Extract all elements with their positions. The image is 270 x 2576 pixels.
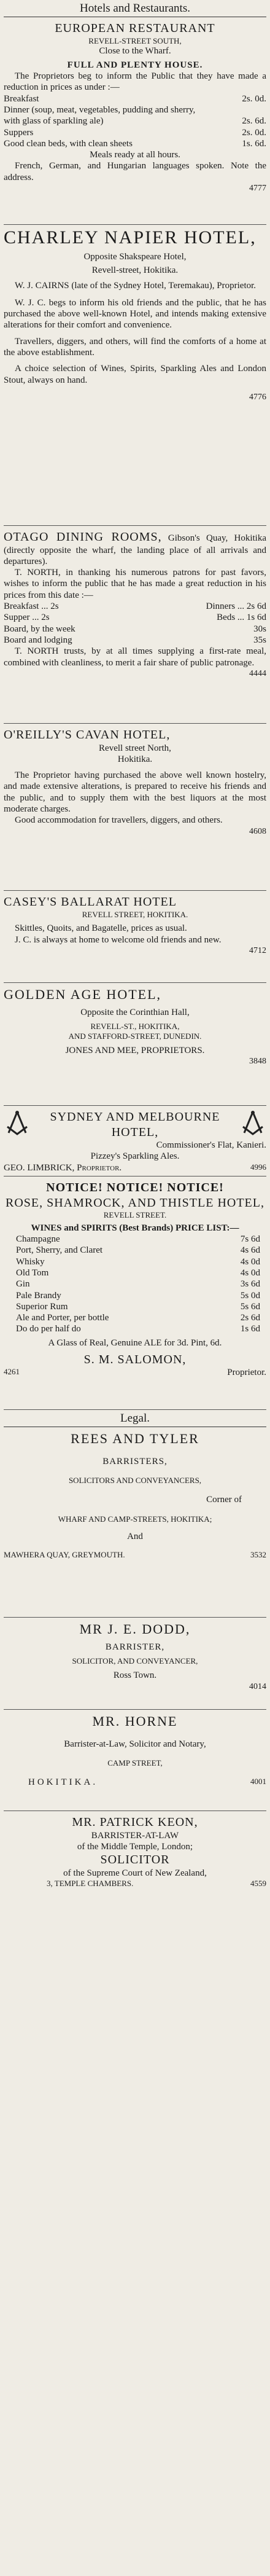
- ad-body: A choice selection of Wines, Spirits, Sparkling Ales and London Stout, always on hand.: [4, 364, 266, 385]
- ad-location: Close to the Wharf.: [99, 46, 171, 57]
- price-value: 2s. 0d.: [242, 127, 266, 138]
- ad-footer: [4, 1367, 266, 1378]
- ad-title: REES AND TYLER: [71, 1431, 199, 1447]
- ad-rose-shamrock-thistle-hotel: [4, 1176, 266, 1410]
- price-label: Breakfast: [4, 93, 39, 104]
- ad-line: Pizzey's Sparkling Ales.: [90, 1151, 180, 1162]
- price-label: Port, Sherry, and Claret: [16, 1245, 103, 1256]
- ad-charley-napier-hotel: [4, 225, 266, 526]
- price-mid: 2s: [50, 601, 59, 612]
- price-value: Beds ... 1s 6d: [217, 613, 266, 623]
- price-list: [4, 93, 266, 149]
- ad-line: CAMP STREET,: [107, 1758, 163, 1768]
- ad-line: SOLICITOR: [100, 1853, 170, 1867]
- price-value: Dinners ... 2s 6d: [206, 601, 266, 612]
- ad-line: 3, TEMPLE CHAMBERS.: [47, 1879, 134, 1889]
- price-amount: 2s 6d: [246, 601, 266, 612]
- price-row: [4, 104, 266, 127]
- ad-languages: French, German, and Hungarian languages spoken. Note the address.: [4, 161, 266, 182]
- price-label: Do do per half do: [16, 1324, 81, 1334]
- price-label-text: Supper: [4, 613, 30, 623]
- ad-title: GOLDEN AGE HOTEL,: [4, 987, 162, 1003]
- ad-title-text: CHARLEY NAPIER HOTEL,: [4, 227, 256, 248]
- price-mid: 2s: [41, 613, 50, 623]
- price-label: Board, by the week: [4, 624, 75, 634]
- price-value: 1s 6d: [240, 1324, 260, 1334]
- ad-number: 4559: [250, 1879, 266, 1889]
- ad-hours: Meals ready at all hours.: [90, 150, 180, 160]
- ad-title: MR. PATRICK KEON,: [72, 1815, 198, 1830]
- ad-line: Corner of: [206, 1495, 242, 1505]
- price-label-text: Breakfast: [4, 601, 39, 612]
- ad-title: OTAGO DINING ROOMS,: [4, 530, 162, 544]
- ad-golden-age-hotel: [4, 983, 266, 1106]
- ad-rees-and-tyler: [4, 1427, 266, 1618]
- price-label: Pale Brandy: [16, 1290, 61, 1301]
- notice-heading: NOTICE! NOTICE! NOTICE!: [46, 1181, 224, 1195]
- ad-address: REVELL-STREET SOUTH,: [88, 36, 182, 45]
- ad-number: 4001: [250, 1777, 266, 1787]
- ad-line: Commissioner's Flat, Kanieri.: [156, 1140, 266, 1150]
- compass-square-icon: [4, 1110, 31, 1137]
- ad-line: Hokitika.: [117, 754, 153, 764]
- ad-title: [4, 229, 266, 248]
- section-heading-legal: Legal.: [4, 1410, 266, 1427]
- ad-title: MR J. E. DODD,: [79, 1621, 191, 1637]
- ad-proprietor: Proprietor.: [227, 1368, 266, 1378]
- ad-caseys-ballarat-hotel: [4, 891, 266, 983]
- ad-title: CASEY'S BALLARAT HOTEL: [4, 895, 177, 909]
- ad-european-restaurant: [4, 17, 266, 225]
- price-label: Dinner (soup, meat, vegetables, pudding and sherry, with glass of sparkling ale): [4, 104, 196, 127]
- ad-body: T. NORTH trusts, by at all times supplying a first-rate meal, combined with cleanliness, to merit a fair share of public patronage.: [4, 646, 266, 668]
- price-value: 4s 0d: [240, 1256, 260, 1267]
- ad-number: 4776: [249, 392, 266, 402]
- price-label: Superior Rum: [16, 1301, 68, 1312]
- price-value: 5s 6d: [240, 1301, 260, 1312]
- ad-headline: FULL AND PLENTY HOUSE.: [67, 60, 203, 70]
- wines-title: WINES and SPIRITS (Best Brands) PRICE LIST:—: [31, 1223, 239, 1233]
- ad-number: 4014: [249, 1681, 266, 1691]
- price-label: Board and lodging: [4, 635, 72, 645]
- ad-proprietor: GEO. LIMBRICK, Proprietor.: [4, 1162, 122, 1173]
- ad-line: AND STAFFORD-STREET, DUNEDIN.: [68, 1032, 202, 1041]
- ad-number: 4261: [4, 1367, 20, 1377]
- ad-line: MAWHERA QUAY, GREYMOUTH.: [4, 1549, 125, 1559]
- price-row: [4, 1245, 266, 1256]
- price-row: [4, 1278, 266, 1290]
- ad-number: 4996: [250, 1162, 266, 1172]
- price-label-2: Beds: [217, 613, 236, 623]
- ad-title: MR. HORNE: [92, 1713, 178, 1729]
- price-value: 2s. 6d.: [242, 116, 266, 127]
- ad-number: 4608: [249, 826, 266, 836]
- ad-title: ROSE, SHAMROCK, AND THISTLE HOTEL,: [6, 1196, 264, 1210]
- ad-body: Travellers, diggers, and others, will find the comforts of a home at the above establishment.: [4, 336, 266, 358]
- ad-body: Skittles, Quoits, and Bagatelle, prices as usual.: [15, 923, 187, 934]
- price-label: Gin: [16, 1279, 30, 1290]
- price-label: Champagne: [16, 1234, 60, 1245]
- price-label: Good clean beds, with clean sheets: [4, 138, 133, 149]
- ad-otago-dining-rooms: [4, 526, 266, 724]
- ad-line: Opposite the Corinthian Hall,: [80, 1008, 190, 1017]
- ad-number: 4777: [249, 183, 266, 193]
- price-label: Old Tom: [16, 1268, 49, 1278]
- ad-line: HOKITIKA.: [28, 1777, 98, 1788]
- price-row: [4, 635, 266, 646]
- ad-line: BARRISTERS,: [102, 1457, 168, 1467]
- price-row: [4, 127, 266, 138]
- ad-line: BARRISTER-AT-LAW: [91, 1830, 179, 1841]
- price-row: [4, 138, 266, 149]
- price-row: [4, 1323, 266, 1334]
- price-value: 5s 0d: [240, 1290, 260, 1301]
- ad-body: The Proprietor having purchased the above well known hostelry, and made extensive alterations, is prepared to receive his friends and the public, and to supply them with the best liquors at the most moderate charges.: [4, 770, 266, 815]
- ad-title: O'REILLY'S CAVAN HOTEL,: [4, 728, 171, 742]
- ad-footer: [4, 1550, 266, 1560]
- price-value: 4s 0d: [240, 1268, 260, 1278]
- price-row: [4, 93, 266, 104]
- ad-number: 4712: [249, 946, 266, 956]
- compass-square-icon: [239, 1110, 266, 1137]
- price-row: [4, 624, 266, 635]
- price-value: 35s: [253, 635, 266, 645]
- price-row: [4, 1290, 266, 1301]
- price-label: Breakfast ... 2s: [4, 601, 59, 612]
- ad-footer: [4, 1162, 266, 1173]
- ad-line: Barrister-at-Law, Solicitor and Notary,: [64, 1739, 206, 1750]
- ad-intro: The Proprietors beg to inform the Public that they have made a reduction in prices as under :—: [4, 71, 266, 93]
- ad-line: Revell-street, Hokitika.: [91, 265, 179, 276]
- ad-line: Revell street North,: [99, 743, 171, 753]
- ad-number: 4444: [249, 668, 266, 678]
- price-label: Suppers: [4, 127, 34, 138]
- ad-address: REVELL STREET.: [103, 1210, 167, 1219]
- price-row: [4, 612, 266, 623]
- ad-header: [4, 1110, 266, 1140]
- ad-mr-horne: [4, 1710, 266, 1811]
- ad-patrick-keon: [4, 1811, 266, 1916]
- price-value: 3s 6d: [240, 1279, 260, 1290]
- ad-proprietor: W. J. CAIRNS (late of the Sydney Hotel, Teremakau), Proprietor.: [15, 280, 256, 291]
- ad-body: Gibson's Quay, Hokitika (directly opposite the wharf, the landing place of all arrivals and departures).: [4, 533, 266, 566]
- ad-line: SOLICITOR, AND CONVEYANCER,: [72, 1656, 198, 1666]
- ad-line: Opposite Shakspeare Hotel,: [83, 252, 187, 262]
- ad-line: SOLICITORS AND CONVEYANCERS,: [68, 1476, 202, 1486]
- price-row: [4, 1234, 266, 1245]
- ad-address: REVELL STREET, HOKITIKA.: [82, 909, 188, 919]
- price-row: [4, 1267, 266, 1278]
- ad-sydney-melbourne-hotel: [4, 1106, 266, 1176]
- ad-line: of the Supreme Court of New Zealand,: [63, 1868, 207, 1878]
- ad-line: Ross Town.: [113, 1670, 157, 1681]
- ad-glass: A Glass of Real, Genuine ALE for 3d. Pint, 6d.: [48, 1337, 222, 1348]
- ad-line: REVELL-ST., HOKITIKA,: [90, 1022, 180, 1032]
- price-value: 2s. 0d.: [242, 93, 266, 104]
- ad-proprietor-name: S. M. SALOMON,: [83, 1353, 187, 1367]
- price-label-2: Dinners: [206, 601, 236, 612]
- price-value: 1s. 6d.: [242, 138, 266, 149]
- price-row: [4, 1301, 266, 1312]
- ad-proprietors: JONES AND MEE, PROPRIETORS.: [65, 1046, 205, 1056]
- price-label: Ale and Porter, per bottle: [16, 1313, 109, 1323]
- wine-price-list: [4, 1234, 266, 1335]
- price-row: [4, 1256, 266, 1267]
- ad-number: 3532: [250, 1549, 266, 1559]
- ad-footer: [4, 1777, 266, 1788]
- ad-title: SYDNEY AND MELBOURNE HOTEL,: [50, 1110, 220, 1139]
- ad-body: W. J. C. begs to inform his old friends and the public, that he has purchased the above well-known Hotel, and intends making extensive alterations for their comfort and convenience.: [4, 297, 266, 331]
- price-value: 30s: [253, 624, 266, 634]
- ad-j-e-dodd: [4, 1618, 266, 1710]
- ad-title: EUROPEAN RESTAURANT: [55, 22, 215, 36]
- ad-line: WHARF AND CAMP-STREETS, HOKITIKA;: [58, 1514, 212, 1524]
- ad-line: And: [127, 1532, 143, 1542]
- price-amount: 1s 6d: [246, 613, 266, 623]
- ad-line: BARRISTER,: [105, 1642, 165, 1653]
- section-heading-hotels: Hotels and Restaurants.: [4, 0, 266, 17]
- ad-body: J. C. is always at home to welcome old friends and new.: [15, 934, 222, 945]
- price-value: 2s 6d: [240, 1313, 260, 1323]
- ad-line: of the Middle Temple, London;: [77, 1842, 193, 1852]
- price-row: [4, 1312, 266, 1323]
- price-label: Supper ... 2s: [4, 613, 50, 623]
- price-list: [4, 601, 266, 646]
- price-value: 4s 6d: [240, 1245, 260, 1256]
- price-label: Whisky: [16, 1256, 45, 1267]
- price-row: [4, 601, 266, 612]
- ad-body: T. NORTH, in thanking his numerous patrons for past favors, wishes to inform the public that he has made a great reduction in his prices from this date :—: [4, 568, 266, 600]
- ad-body: Good accommodation for travellers, diggers, and others.: [15, 815, 223, 826]
- ad-number: 3848: [249, 1057, 266, 1067]
- ad-footer: [4, 1879, 266, 1889]
- ad-title-line: [4, 530, 266, 567]
- ad-oreilly-cavan-hotel: [4, 724, 266, 891]
- price-value: 7s 6d: [240, 1234, 260, 1245]
